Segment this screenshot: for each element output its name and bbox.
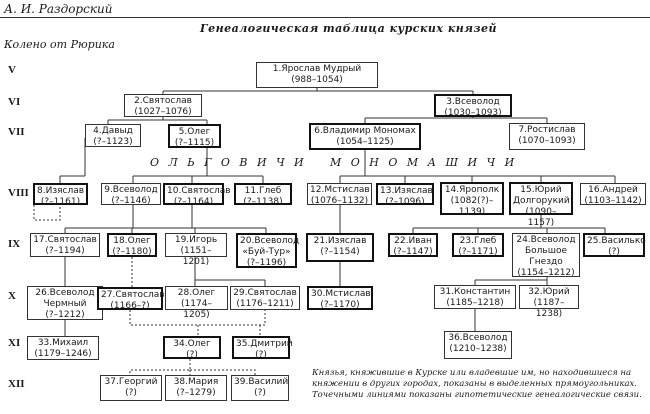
gen-label-xi: XI [8, 337, 21, 349]
person-vsevolod-9: 9.Всеволод (?–1146) [101, 183, 161, 205]
person-gleb-11: 11.Глеб (?–1138) [234, 183, 292, 205]
person-izyaslav-13: 13.Изяслав (?–1096) [376, 183, 434, 205]
person-gleb-23: 23.Глеб (?–1171) [452, 233, 504, 257]
person-yury-dolgoruky-15: 15.Юрий Долгорукий (1090–1157) [509, 182, 573, 215]
person-oleg-28: 28.Олег (1174–1205) [165, 286, 228, 310]
person-maria-38: 38.Мария (?–1279) [165, 375, 227, 401]
person-konstantin-31: 31.Константин (1185–1218) [434, 285, 516, 309]
person-yaroslav-mudry: 1.Ярослав Мудрый (988–1054) [256, 62, 378, 88]
branch-label-monomashichi: М О Н О М А Ш И Ч И [330, 156, 518, 169]
person-vasily-39: 39.Василий (?) [231, 375, 289, 401]
person-izyaslav-8: 8.Изяслав (?–1161) [33, 183, 88, 205]
gen-label-x: X [8, 290, 16, 302]
gen-label-xii: XII [8, 378, 25, 390]
person-vsevolod-36: 36.Всеволод (1210–1238) [444, 331, 512, 359]
author-name: А. И. Раздорский [4, 2, 113, 16]
person-svyatoslav-10: 10.Святослав (?–1164) [163, 183, 224, 205]
person-mstislav-30: 30.Мстислав (?–1170) [307, 286, 373, 310]
person-vsevolod-buy-tur-20: 20.Всеволод «Буй-Тур» (?–1196) [236, 233, 297, 268]
generation-label: Колено от Рюрика [4, 38, 115, 51]
gen-label-vi: VI [8, 96, 21, 108]
person-yury-32: 32.Юрий (1187–1238) [519, 285, 579, 309]
person-mikhail-33: 33.Михаил (1179–1246) [27, 336, 99, 360]
person-rostislav-7: 7.Ростислав (1070–1093) [509, 123, 585, 150]
table-title: Генеалогическая таблица курских князей [200, 22, 498, 35]
person-svyatoslav-17: 17.Святослав (?–1194) [30, 233, 100, 257]
person-svyatoslav-27: 27.Святослав (1166–?) [97, 287, 163, 310]
person-svyatoslav-29: 29.Святослав (1176–1211) [230, 286, 300, 310]
person-andrey-16: 16.Андрей (1103–1142) [580, 183, 646, 205]
gen-label-vii: VII [8, 126, 25, 138]
person-vladimir-monomakh-6: 6.Владимир Мономах (1054–1125) [309, 123, 421, 150]
person-oleg-18: 18.Олег (?–1180) [107, 233, 157, 257]
person-vasilko-25: 25.Василько (?) [583, 233, 645, 257]
gen-label-ix: IX [8, 238, 21, 250]
person-yaropolk-14: 14.Ярополк (1082(?)– 1139) [440, 182, 504, 215]
legend-note: Князья, княжившие в Курске или владевшие им, но находившиеся на княжении в других городах, показаны в выделенных прямоугольниках. Точечными линиями показаны гипотетические генеалогические связи. [312, 368, 642, 400]
person-igor-19: 19.Игорь (1151–1201) [165, 233, 227, 257]
person-vsevolod-chermny-26: 26.Всеволод Чермный (?–1212) [27, 286, 103, 320]
person-davyd-4: 4.Давыд (?–1123) [85, 124, 141, 147]
person-svyatoslav-2: 2.Святослав (1027–1076) [124, 94, 202, 117]
branch-label-olgovichi: О Л Ь Г О В И Ч И [150, 156, 307, 169]
person-georgy-37: 37.Георгий (?) [100, 375, 162, 401]
person-mstislav-12: 12.Мстислав (1076–1132) [307, 183, 372, 205]
person-vsevolod-3: 3.Всеволод (1030–1093) [434, 94, 512, 117]
person-oleg-34: 34.Олег (?) [163, 336, 221, 359]
person-ivan-22: 22.Иван (?–1147) [388, 233, 438, 257]
person-izyaslav-21: 21.Изяслав (?–1154) [306, 233, 374, 262]
gen-label-viii: VIII [8, 187, 29, 199]
person-vsevolod-bolshoe-gnezdo-24: 24.Всеволод Большое Гнездо (1154–1212) [512, 233, 580, 277]
person-oleg-5: 5.Олег (?–1115) [168, 124, 221, 148]
gen-label-v: V [8, 64, 16, 76]
person-dmitry-35: 35.Дмитрий (?) [232, 336, 290, 359]
